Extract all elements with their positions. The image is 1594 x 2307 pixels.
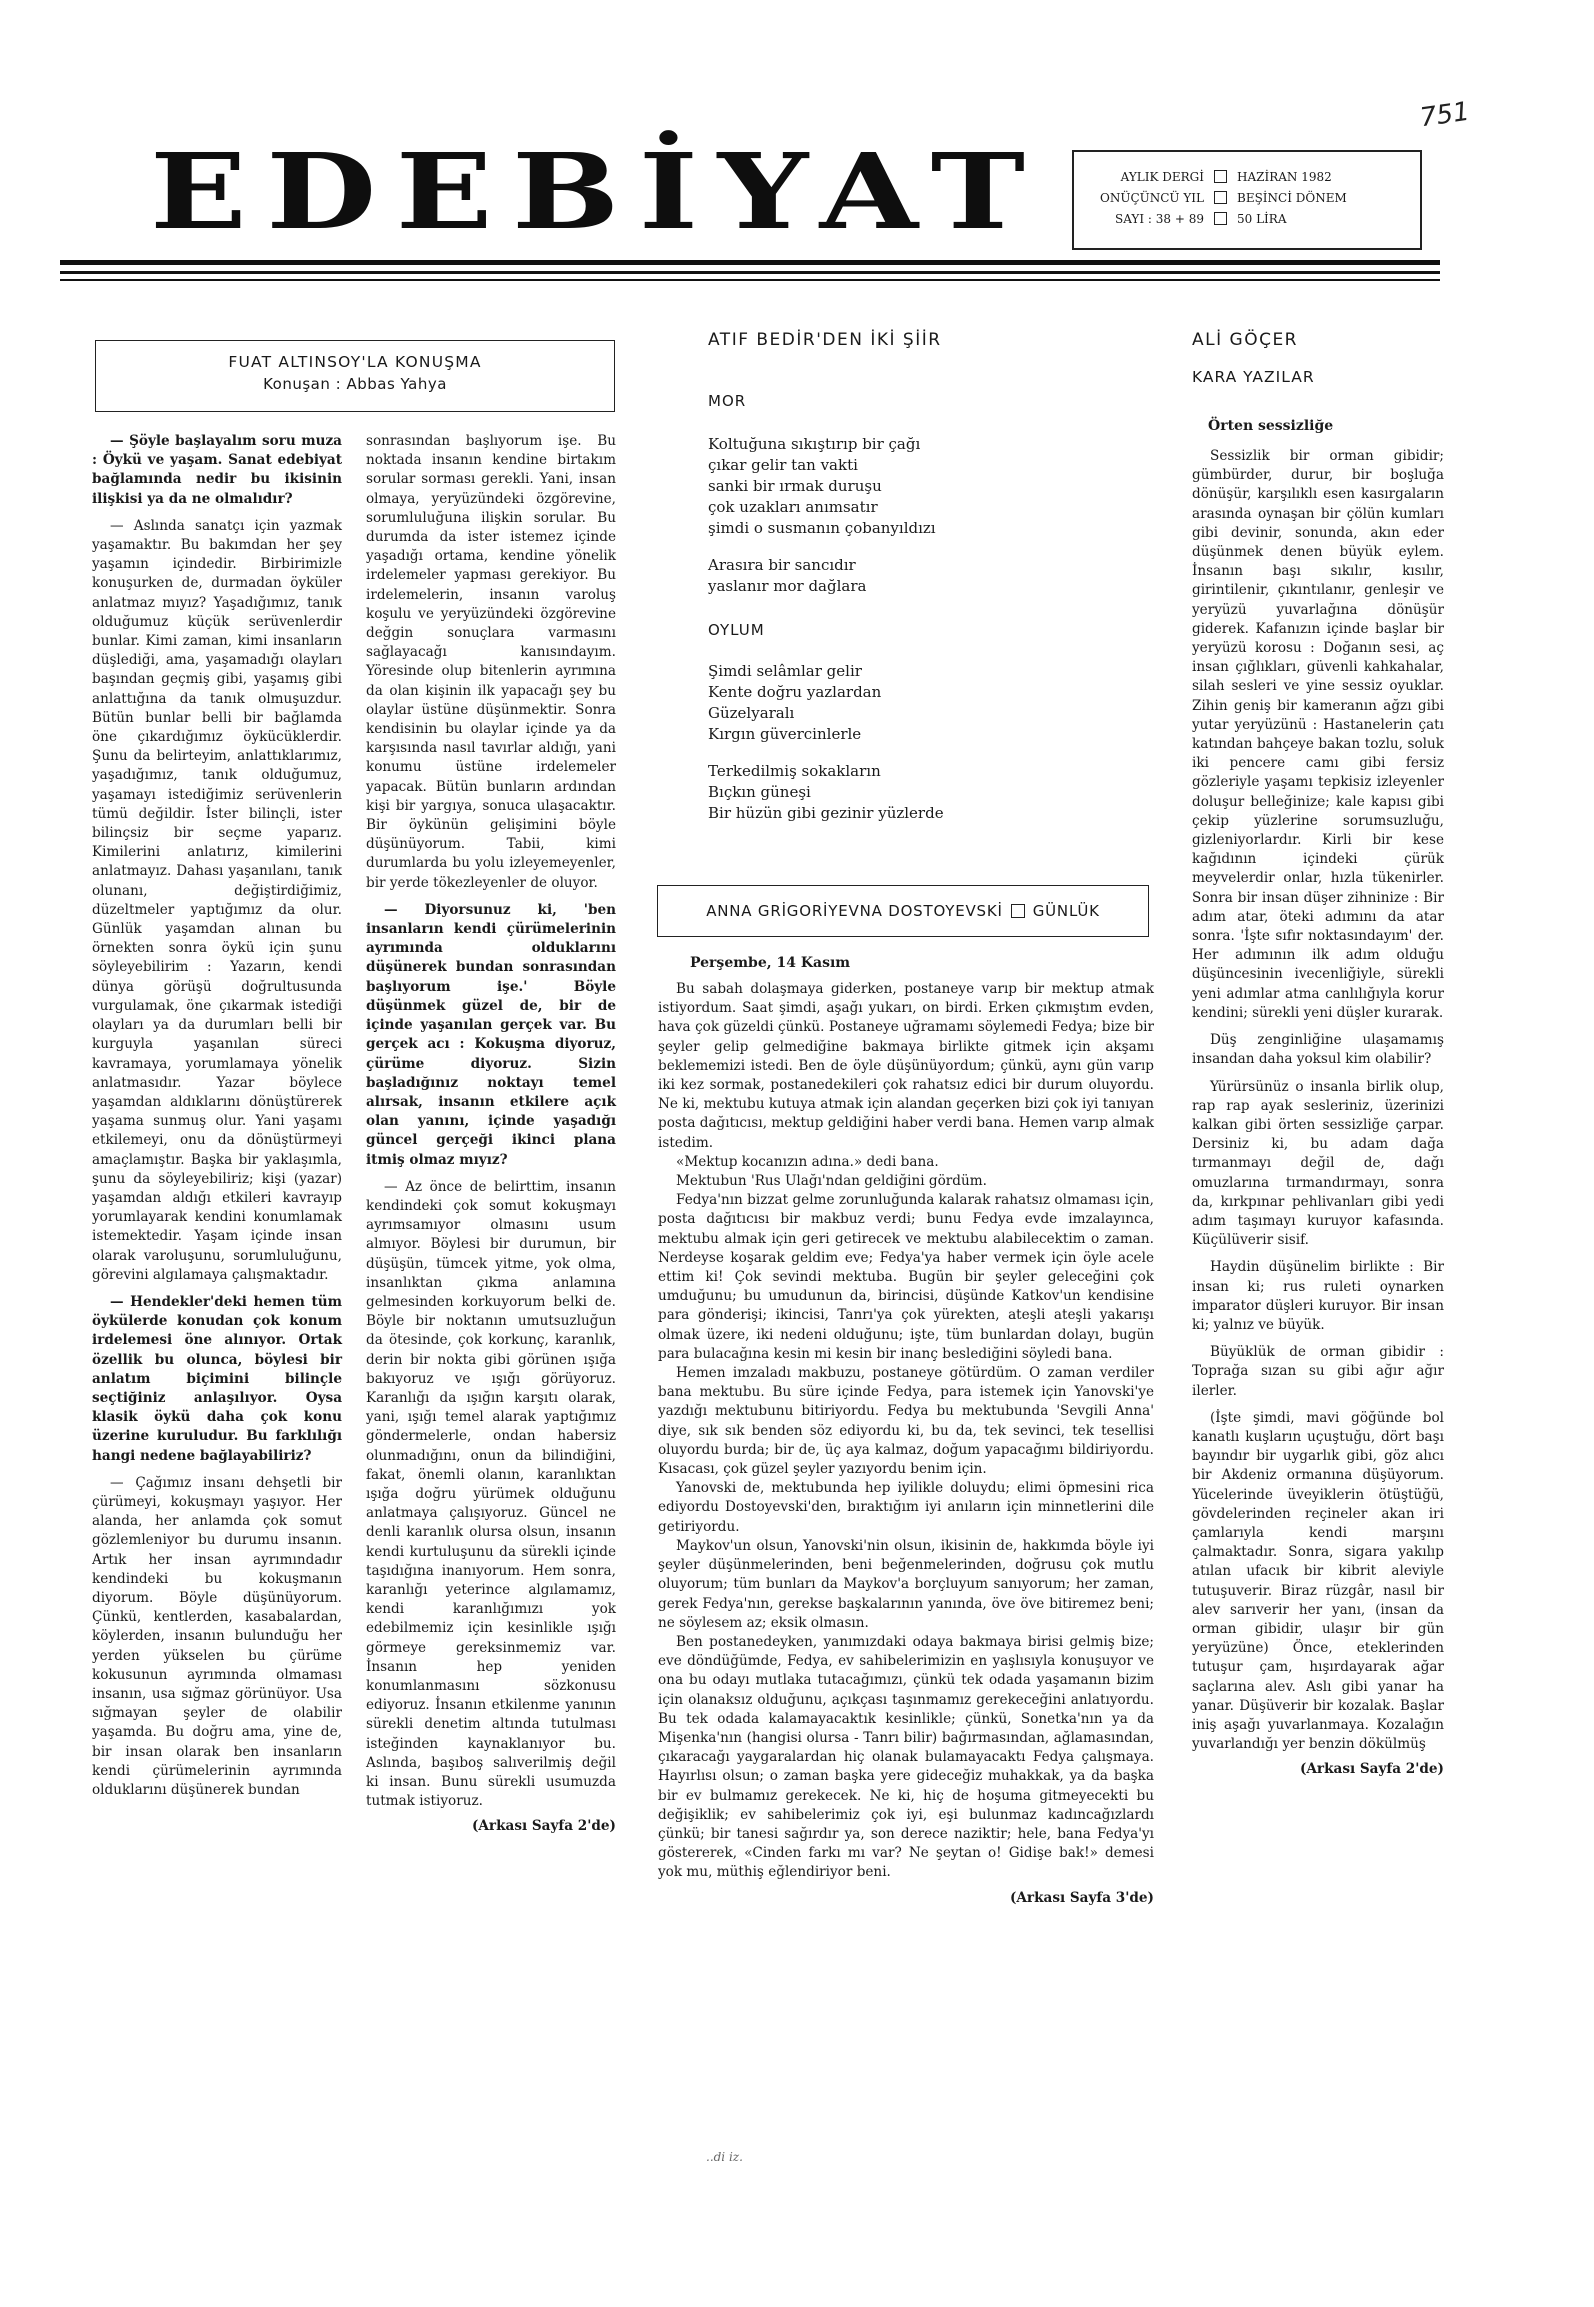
interview-column-2 bbox=[366, 432, 616, 1837]
info-row bbox=[1084, 187, 1410, 208]
poem-line: şimdi o susmanın çobanyıldızı bbox=[708, 519, 936, 537]
question-paragraph: — Şöyle başlayalım soru muza : Öykü ve yaşam. Sanat edebiyat bağlamında nedir bu ikisinin ilişkisi ya da ne olmalıdır? bbox=[92, 433, 342, 507]
prose-paragraph: Yürürsünüz o insanla birlik olup, rap rap ayak sesleriniz, üzerinizi kalkan gibi örten sessizliğe çarpar. Dersiniz ki, bu adam dağa tırmanmayı değil de, dağı omuzlarına tırmandırmayı, sonra da, kırkpınar pehlivanları gibi yedi adım taşımayı kuruyor kafasında. Küçülüverir sisif. bbox=[1192, 1078, 1444, 1249]
continued-note: (Arkası Sayfa 2'de) bbox=[471, 1818, 616, 1835]
diary-label: GÜNLÜK bbox=[1032, 902, 1100, 920]
poem-line: Kırgın güvercinlerle bbox=[708, 725, 862, 743]
poem-title: MOR bbox=[708, 392, 747, 410]
footer-mark: ..di iz. bbox=[706, 2150, 743, 2164]
masthead-title: EDEBİYAT bbox=[150, 130, 1045, 253]
checkbox-square-icon bbox=[1214, 191, 1227, 204]
answer-paragraph: — Çağımız insanı dehşetli bir çürümeyi, kokuşmayı yaşıyor. Her alanda, her anlamda çok somut gözlemleniyor bu durumu insanın. Artık her insan ayrımındadır kendindeki bu kokuşmanın diyorum. Böyle düşünüyorum. Çünkü, kentlerden, kasabalardan, köylerden, insanın bulunduğu her yerden yükselen bu çürüme kokusunun ayrımında olmaması insanın, usa sığmaz görünüyor. Usa sığmayan şeyler de olabilir yaşamda. Bu doğru ama, yine de, bir insan olarak ben insanların kendi çürümelerinin ayrımında olduklarını düşünerek bundan bbox=[92, 1474, 342, 1799]
info-left: SAYI : 38 + 89 bbox=[1115, 211, 1204, 226]
prose-paragraph: Haydin düşünelim birlikte : Bir insan ki; rus ruleti oynarken imparator düşleri kuruyor. Bir insan ki; yalnız ve büyük. bbox=[1192, 1259, 1444, 1333]
ali-column bbox=[1192, 447, 1444, 1780]
continued-note: (Arkası Sayfa 3'de) bbox=[1009, 1889, 1154, 1906]
poem-title: OYLUM bbox=[708, 621, 765, 639]
answer-paragraph: sonrasından başlıyorum işe. Bu noktada insanın kendine birtakım sorular sorması gerekli. Yani, insan olmaya, yeryüzündeki özgörevine, sorumluluğuna ilişkin sorular. Bu durumda da ister istemez içinde yaşadığı ortama, kendine yönelik irdelemeler yapması gerekiyor. Bu irdelemelerin, insanın varoluş koşulu ve yeryüzündeki özgörevine değgin sonuçlara varmasını sağlayacağı kanısındayım. Yöresinde olup bitenlerin ayrımına da olan kişinin ilk yapacağı şey bu olaylar üstüne düşünmektir. Sonra kendisinin bu olaylar içinde ya da karşısında nasıl tavırlar aldığı, yani konumu üstüne irdelemeler yapacak. Bütün bunların ardından kişi bir yargıya, sonuca ulaşacaktır. Bir öykünün gelişimini böyle düşünüyorum. Tabii, kimi durumlarda bu yolu izleyemeyenler, bir yerde tökezleyenler de oluyor. bbox=[366, 433, 616, 891]
diary-date: Perşembe, 14 Kasım bbox=[690, 955, 851, 971]
diary-paragraph: Bu sabah dolaşmaya giderken, postaneye varıp bir mektup atmak istiyordum. Saat şimdi, aşağı yukarı, on birdi. Erken çıkmıştım evden, hava çok güzeldi çünkü. Postaneye uğramamı söylemedi Fedya; bize bir şeyler gelip gelmediğine bakmaya birlikte gitmek için akşamı beklememizi istedi. Ben de öyle düşünüyordum; çünkü, aynı gün varıp iki kez sormak, postanedekileri çok rahatsız edici bir durum oluyordu. Ne ki, mektubu kutuya atmak için alandan geçerken bizi çok iyi tanıyan posta dağıtıcısı, mektup geldiğini haber verdi bana. Hemen varıp almak istedim. bbox=[658, 981, 1154, 1151]
checkbox-square-icon bbox=[1011, 904, 1025, 918]
poem-line: çok uzakları anımsatır bbox=[708, 498, 878, 516]
diary-paragraph: Fedya'nın bizzat gelme zorunluğunda kalarak rahatsız olmaması için, posta dağıtıcısı bir makbuz verdi; bunu Fedya evde imzalayınca, mektubu almak için geri getirecek ve mektubu alabilecektim o zaman. Nerdeyse koşarak geldim eve; Fedya'ya haber vermek için öyle acele ettim ki! Çok sevindi mektuba. Bugün bir şeyler geleceğini çok umduğunu; bu umudunun da, birincisi, düşünde Katkov'un kendisine para gönderişi; ikincisi, Tanrı'ya çok yürekten, ateşli ateşli yakarışı olmak üzere, iki nedeni olduğunu; işte, tüm bunlardan dolayı, bugün para bulacağına kesin mi kesin bir inanç beslediğini söyledi bana. bbox=[658, 1192, 1154, 1362]
masthead-rule bbox=[60, 279, 1440, 281]
interview-header: FUAT ALTINSOY'LA KONUŞMA bbox=[228, 353, 482, 371]
prose-paragraph: Sessizlik bir orman gibidir; gümbürder, durur, bir boşluğa dönüşür, karşılıklı esen kasırgaların arasında oynaşan bir çölün kumları gibi devinir, sonunda, akın eder düşünmek denen büyük eylem. İnsanın başı sıkılır, kısılır, girintilenir, çıkıntılanır, genleşir ve yeryüzü yuvarlağına dönüşür giderek. Kafanızın içinde başlar bir yeryüzü korosu : Doğanın sesi, aç insan çığlıkları, güvenli kahkahalar, silah sesleri ve yine sessiz oyuklar. Zihin geniş bir kameranın ağzı gibi yutar yeryüzünü : Hastanelerin çatı katından bahçeye bakan tozlu, soluk iki pencere camı gibi fersiz gözleriyle yaşamı tepkisiz izleyenler doluşur belleğinize; kale kapısı gibi çekip yüzlerine sorumsuzluğu, gizleniyorlardır. Kirli bir kese kağıdının içindeki çürük meyvelerdir onlar, hızla tükenirler. Sonra bir insan düşer zihninize : Bir adım atar, öteki adımını da atar sonra. 'İşte sıfır noktasındayım' der. Her adımının ilk adım olduğu düşüncesinin ivecenliğiyle, sürekli yeni adımlar atma canlılığıyla korur kendini; sürekli yeni düşler kurarak. bbox=[1192, 448, 1444, 1021]
poem-line: Arasıra bir sancıdır bbox=[708, 556, 856, 574]
info-right: BEŞİNCİ DÖNEM bbox=[1237, 190, 1347, 205]
poems-title: ATIF BEDİR'DEN İKİ ŞİİR bbox=[708, 330, 942, 350]
interview-column-1 bbox=[92, 432, 342, 1800]
info-row bbox=[1084, 208, 1410, 229]
poem-line: Güzelyaralı bbox=[708, 704, 795, 722]
section-heading: Örten sessizliğe bbox=[1208, 418, 1334, 434]
info-row bbox=[1084, 166, 1410, 187]
masthead-rule bbox=[60, 271, 1440, 274]
poems-block bbox=[708, 392, 1128, 824]
interview-subheader: Konuşan : Abbas Yahya bbox=[263, 375, 447, 393]
question-paragraph: — Hendekler'deki hemen tüm öykülerde konudan çok konum irdelemesi öne alınıyor. Ortak özellik bu olunca, böylesi bir anlatım biçimini bilinçle seçtiğiniz anlaşılıyor. Oysa klasik öykü daha çok konu üzerine kuruludur. Bu farklılığı hangi nedene bağlayabiliriz? bbox=[92, 1293, 342, 1464]
poem-line: sanki bir ırmak duruşu bbox=[708, 477, 882, 495]
interview-header-box bbox=[95, 340, 615, 412]
masthead-rule bbox=[60, 260, 1440, 265]
diary-paragraph: Yanovski de, mektubunda hep iyilikle doluydu; elimi öpmesini rica ediyordu Dostoyevski'den, bıraktığım iyi anıların için minnetlerini dile getiriyordu. bbox=[658, 1480, 1154, 1535]
column-subtitle: KARA YAZILAR bbox=[1192, 368, 1315, 386]
poem-line: Terkedilmiş sokakların bbox=[708, 762, 881, 780]
prose-paragraph: Düş zenginliğine ulaşamamış insandan daha yoksul kim olabilir? bbox=[1192, 1032, 1444, 1068]
poem-line: Kente doğru yazlardan bbox=[708, 683, 882, 701]
checkbox-square-icon bbox=[1214, 170, 1227, 183]
checkbox-square-icon bbox=[1214, 212, 1227, 225]
diary-header-box bbox=[657, 885, 1149, 937]
poem-line: Koltuğuna sıkıştırıp bir çağı bbox=[708, 435, 921, 453]
diary-paragraph: Maykov'un olsun, Yanovski'nin olsun, ikisinin de, hakkımda böyle iyi şeyler düşünmelerinden, beni beğenmelerinden, doğrusu çok mutlu oluyorum; tüm bunları da Maykov'a borçluyum sanıyorum; her zaman, gerek Fedya'nın, gerekse başkalarının yanında, öve öve bitiremez beni; ne söylesem az; eksik olmasın. bbox=[658, 1537, 1154, 1631]
answer-paragraph: — Aslında sanatçı için yazmak yaşamaktır. Bu bakımdan her şey yaşamın içindedir. Birbirimizle konuşurken de, durmadan öyküler anlatmaz mıyız? Yaşadığımız, tanık olduğumuz küçük serüvenlerdir bunlar. Kimi zaman, kimi insanların düşlediği, ama, yaşamadığı olayları başından geçmiş gibi, yaşamış gibi anlattığına da tanık olmuşuzdur. Bütün bunlar belli bir bağlamda öne çıkardığımız öykücüklerdir. Şunu da belirteyim, anlattıklarımız, yaşadığımız, tanık olduğumuz, yaşamayı istediğimiz serüvenlerin tümü değildir. İster bilinçli, ister bilinçsiz bir seçme yaparız. Kimilerini anlatırız, kimilerini anlatmayız. Dahası yaşanılanı, tanık olunanı, değiştirdiğimiz, düzeltmeler yaptığımız da olur. Günlük yaşamdan alınan bu örnekten sonra öykü için şunu söyleyebilirim : Yazarın, kendi dünya görüşü doğrultusunda vurgulamak, öne çıkarmak istediği olayları ya da durumları belli bir kurguyla yaşanılan süreci kavramaya, yorumlamaya yönelik anlatmasıdır. Yazar böylece yaşamdan aldıklarını dönüştürerek yaşama sunmuş olur. Yani yaşamı etkilemeyi, onu da dönüştürmeyi amaçlamıştır. Başka bir yaklaşımla, şunu da söyleyebiliriz; kişi (yazar) yaşamdan aldığı etkileri kavrayıp yorumlayarak kendini konumlamak istemektedir. Yaşam içinde insan olarak varoluşunu, sorumluluğunu, görevini algılamaya çalışmaktadır. bbox=[92, 517, 342, 1283]
diary-column bbox=[658, 980, 1154, 1908]
poem-line: çıkar gelir tan vakti bbox=[708, 456, 858, 474]
question-paragraph: — Diyorsunuz ki, 'ben insanların kendi çürümelerinin ayrımında olduklarını düşünerek bundan sonrasından başlıyorum işe.' Böyle düşünmek güzel de, bir de içinde yaşanılan gerçek var. Bu gerçek acı : Kokuşma diyoruz, çürüme diyoruz. Sizin başladığınız noktayı temel alırsak, insanın etkilere açık olan yanını, içinde yaşadığı güncel gerçeği ikinci plana itmiş olmaz mıyız? bbox=[366, 901, 616, 1168]
diary-author: ANNA GRİGORİYEVNA DOSTOYEVSKİ bbox=[706, 902, 1003, 920]
answer-paragraph: — Az önce de belirttim, insanın kendindeki çok somut kokuşmayı ayrımsamıyor olmasını usum almıyor. Böylesi bir durumun, bir düşüşün, tümcek yitme, yok olma, insanlıktan çıkma anlamına gelmesinden korkuyorum belki de. Böyle bir noktanın umutsuzluğun da ötesinde, çok korkunç, karanlık, derin bir nokta gibi görünen ışığa bakıyoruz ve ışığı görüyoruz. Karanlığı da ışığın karşıtı olarak, yani, ışığı temel alarak yaptığımız göndermelerle, ondan habersiz olunmadığını, onun da bilindiğini, fakat, önemli olanın, karanlıktan ışığa doğru yürümek olduğunu anlatmaya çalışıyoruz. Güncel ne denli karanlık olursa olsun, insanın kendi kurtuluşunu da sürekli içinde taşıdığına inanıyorum. Hem sonra, karanlığı yeterince algılamamız, kendi karanlığımızı yok edebilmemiz için kesinlikle ışığı görmeye gereksinmemiz var. İnsanın hep yeniden konumlanmasını sözkonusu ediyoruz. İnsanın etkilenme yanının sürekli denetim altında tutulması isteğinden kaynaklanıyor bu. Aslında, başıboş salıverilmiş değil ki insan. Bunu sürekli usumuzda tutmak istiyoruz. bbox=[366, 1178, 616, 1810]
poem-line: Bıçkın güneşi bbox=[708, 783, 811, 801]
info-left: AYLIK DERGİ bbox=[1120, 169, 1204, 184]
info-left: ONÜÇÜNCÜ YIL bbox=[1100, 190, 1204, 205]
info-right: 50 LİRA bbox=[1237, 211, 1287, 226]
continued-note: (Arkası Sayfa 2'de) bbox=[1299, 1761, 1444, 1778]
poem-line: Şimdi selâmlar gelir bbox=[708, 662, 862, 680]
prose-paragraph: Büyüklük de orman gibidir : Toprağa sızan su gibi ağır ağır ilerler. bbox=[1192, 1344, 1444, 1399]
diary-paragraph: Hemen imzaladı makbuzu, postaneye götürdüm. O zaman verdiler bana mektubu. Bu süre içinde Fedya, para istemek için Yanovski'ye yazdığı mektubunu bitiriyordu. Fedya bu mektubunda 'Sevgili Anna' diye, sık sık benden söz ediyordu ki, bu da, tek sevinci, tek tesellisi oluyordu burda; bir de, üç aya kalmaz, doğum yapacağımı bildiriyordu. Kısacası, çok güzel şeyler yazıyordu benim için. bbox=[658, 1365, 1154, 1478]
info-right: HAZİRAN 1982 bbox=[1237, 169, 1332, 184]
page-number: 751 bbox=[1418, 96, 1472, 134]
diary-paragraph: «Mektup kocanızın adına.» dedi bana. bbox=[676, 1153, 939, 1170]
author-title: ALİ GÖÇER bbox=[1192, 330, 1298, 350]
diary-paragraph: Mektubun 'Rus Ulağı'ndan geldiğini gördüm. bbox=[676, 1173, 987, 1190]
prose-paragraph: (İşte şimdi, mavi göğünde bol kanatlı kuşların uçuştuğu, dört başı bayındır bir uygarlık gibi, göz alıcı bir Akdeniz ormanına düşüyorum. Yücelerinde üveyiklerin ötüştüğü, gövdelerinden reçineler akan iri çamlarıyla kendi marşını çalmaktadır. Sonra, sigara yakılıp atılan ufacık bir kibrit aleviyle tutuşuverir. Biraz rüzgâr, nasıl bir alev sarıverir her yanı, (insan da orman gibidir, ulaşır bir gün yeryüzüne) Önce, eteklerinden tutuşur çam, hışırdayarak ağar saçlarına alev. Aslı gibi yanar ha yanar. Düşüverir bir kozalak. Başlar iniş aşağı yuvarlanmaya. Kozalağın yuvarlandığı yer benzin dökülmüş bbox=[1192, 1409, 1444, 1753]
poem-line: yaslanır mor dağlara bbox=[708, 577, 867, 595]
poem-line: Bir hüzün gibi gezinir yüzlerde bbox=[708, 804, 944, 822]
diary-paragraph: Ben postanedeyken, yanımızdaki odaya bakmaya birisi gelmiş bize; eve döndüğümde, Fedya, ev sahibelerimizin en yaşlısıyla konuşuyor ve ona bu odayı mutlaka tutacağımızı, çünkü tek odada yaşamanın bizim için olanaksız olduğunu, açıkçası taşınmamız gerekeceğini anlatıyordu. Bu tek odada kalamayacaktık kesinlikle; çünkü, Sonetka'nın ya da Mişenka'nın (hangisi olursa - Tanrı bilir) bağırmasından, ağlamasından, çıkaracağı yaygaralardan hiç olanak bulamayacaktı Fedya çalışmaya. Hayırlısı olsun; o zaman başka yere gideceğiz muhakkak, ya da başka bir ev bulmamız gerekecek. Ne ki, hiç de hoşuma gitmeyecekti bu değişiklik; ev sahibelerimiz çok iyi, eşi bulunmaz kadıncağızlardı çünkü; bir tanesi sağırdır ya, son derece naziktir; hele, bana Fedya'yı göstererek, «Cinden farkı mı var? Ne şeytan o! Gidişe bak!» demesi yok mu, müthiş eğlendiriyor beni. bbox=[658, 1633, 1154, 1881]
issue-info-box bbox=[1072, 150, 1422, 250]
